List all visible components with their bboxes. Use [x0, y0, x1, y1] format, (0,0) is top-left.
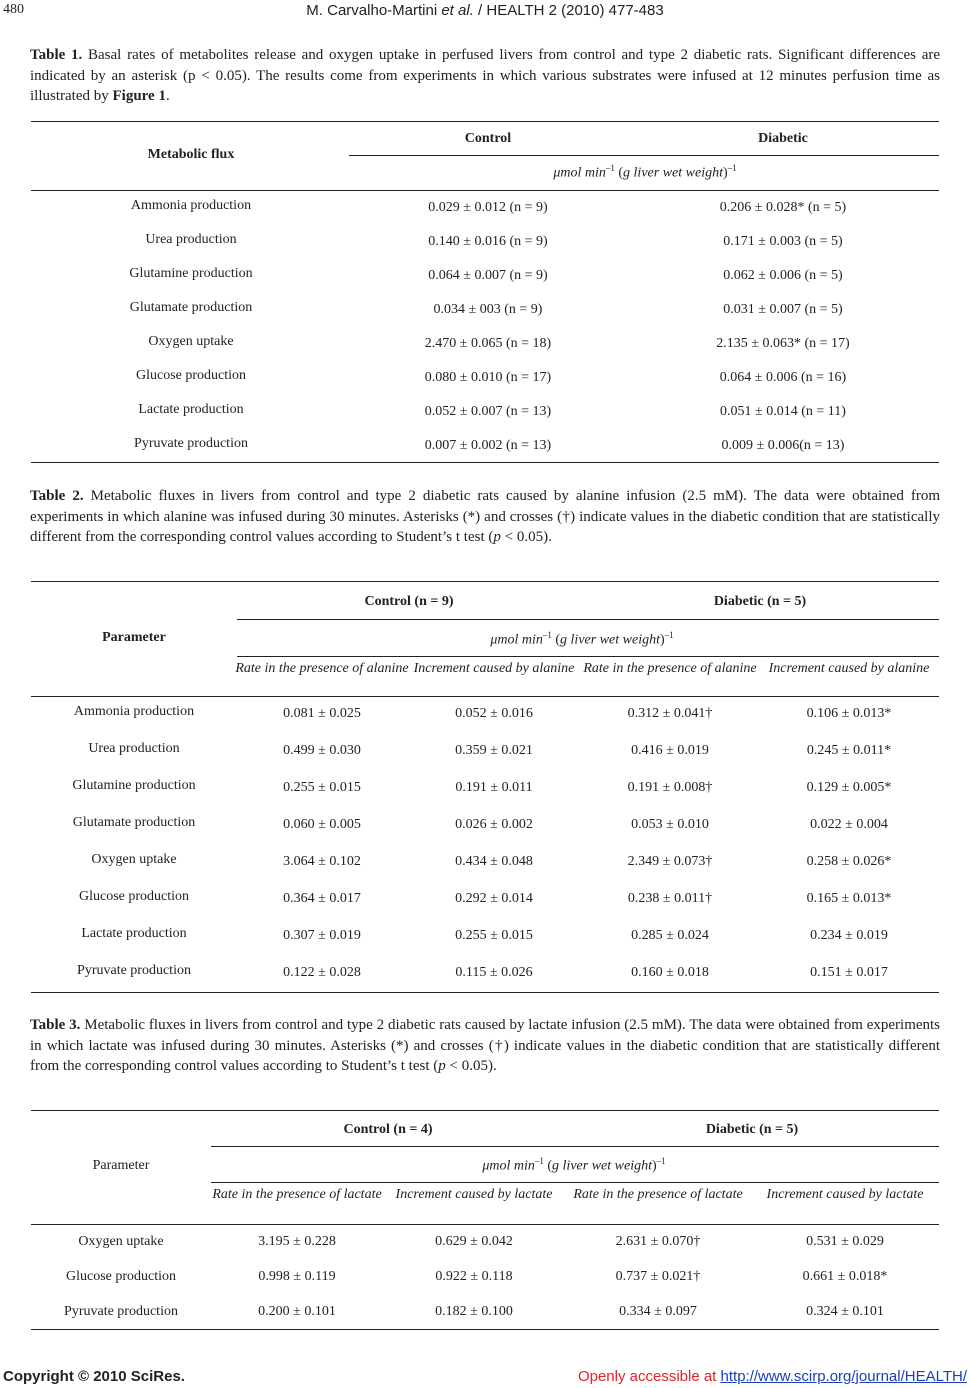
table2-cell-diabetic-rate: 2.349 ± 0.073† — [627, 854, 713, 869]
table2-bottom-rule — [31, 992, 939, 993]
table2-cell-diabetic-rate: 0.191 ± 0.008† — [627, 780, 713, 795]
table3-caption — [30, 1015, 940, 1077]
table1-caption-end: . — [165, 88, 170, 104]
table3-caption-label: Table 3. — [30, 1017, 81, 1033]
table3-unit-exp1: –1 — [534, 1156, 544, 1166]
table3-cell-diabetic-rate: 0.737 ± 0.021† — [615, 1269, 701, 1284]
table1-header-bottom-rule — [31, 190, 939, 191]
table2-unit-open: ( — [551, 632, 561, 648]
table2-cell-control-inc: 0.052 ± 0.016 — [455, 706, 533, 721]
table1-unit-g: g liver wet weight — [623, 165, 723, 181]
table3-cell-control-rate: 3.195 ± 0.228 — [258, 1234, 336, 1249]
table3-unit-g: g liver wet weight — [552, 1158, 652, 1174]
table3-caption-text: Metabolic fluxes in livers from control and type 2 diabetic rats caused by lactate infusion (2.5 mM). The data were obtained from experiments in which lactate was infused during 30 minutes. Asterisks (*) and crosses (†) indicate values in the diabetic condition that are statistically different from the corresponding control values according to Student’s t test ( — [30, 1017, 941, 1074]
table2-cell-diabetic-inc: 0.165 ± 0.013* — [806, 891, 892, 906]
table1-cell-control: 0.034 ± 003 (n = 9) — [433, 302, 543, 317]
table2-unit-main: μmol min — [490, 632, 543, 648]
table2-cell-diabetic-rate: 0.285 ± 0.024 — [631, 928, 709, 943]
table3-row-header: Parameter — [92, 1158, 150, 1173]
table2-top-rule — [31, 581, 939, 582]
table1-cell-diabetic: 0.051 ± 0.014 (n = 11) — [720, 404, 846, 419]
table2-cell-diabetic-inc: 0.129 ± 0.005* — [806, 780, 892, 795]
table2-row-label: Pyruvate production — [77, 963, 191, 978]
table1-cell-diabetic: 0.206 ± 0.028* (n = 5) — [719, 200, 847, 215]
table2-cell-control-rate: 0.364 ± 0.017 — [283, 891, 361, 906]
table1-row-label: Oxygen uptake — [148, 334, 234, 349]
table1-unit-exp1: –1 — [605, 163, 615, 173]
table3-cell-control-rate: 0.998 ± 0.119 — [258, 1269, 336, 1284]
table2-cell-diabetic-rate: 0.053 ± 0.010 — [631, 817, 709, 832]
table2-caption-label: Table 2. — [30, 488, 84, 504]
table1-caption — [30, 45, 940, 107]
table3-col-control: Control (n = 4) — [343, 1122, 433, 1137]
table3-unit — [482, 1156, 665, 1175]
table2-unit-close: ) — [659, 632, 665, 648]
table2-unit — [490, 630, 673, 649]
table3-bottom-rule — [31, 1329, 939, 1330]
table2-header-rule-1 — [237, 619, 939, 620]
table1-row-label: Glutamate production — [129, 300, 253, 315]
table1-header-rule — [349, 155, 939, 156]
table2-caption-p: p — [493, 529, 501, 545]
table2-unit-g: g liver wet weight — [560, 632, 660, 648]
table1-top-rule — [31, 121, 939, 122]
table2-cell-control-rate: 3.064 ± 0.102 — [283, 854, 361, 869]
table2-col-control: Control (n = 9) — [364, 594, 454, 609]
table3-cell-control-inc: 0.922 ± 0.118 — [435, 1269, 513, 1284]
table2-cell-control-rate: 0.081 ± 0.025 — [283, 706, 361, 721]
table1-caption-figure-ref[interactable]: Figure 1 — [112, 88, 166, 104]
table2-cell-diabetic-inc: 0.245 ± 0.011* — [806, 743, 892, 758]
table1-cell-control: 0.140 ± 0.016 (n = 9) — [428, 234, 548, 249]
table1-col-diabetic: Diabetic — [758, 131, 808, 146]
page-number: 480 — [3, 2, 24, 17]
table2-cell-control-rate: 0.307 ± 0.019 — [283, 928, 361, 943]
table1-cell-control: 0.007 ± 0.002 (n = 13) — [424, 438, 552, 453]
table2-caption-end: < 0.05). — [500, 529, 552, 545]
table3-cell-control-inc: 0.629 ± 0.042 — [435, 1234, 513, 1249]
footer-copyright: Copyright © 2010 SciRes. — [3, 1368, 185, 1385]
table3-cell-diabetic-rate: 0.334 ± 0.097 — [619, 1304, 697, 1319]
running-head-authors: M. Carvalho-Martini — [306, 2, 438, 19]
table2-cell-diabetic-rate: 0.160 ± 0.018 — [631, 965, 709, 980]
table1-cell-diabetic: 2.135 ± 0.063* (n = 17) — [716, 336, 850, 351]
table2-cell-control-rate: 0.122 ± 0.028 — [283, 965, 361, 980]
table2-cell-diabetic-inc: 0.106 ± 0.013* — [806, 706, 892, 721]
table2-row-label: Glutamate production — [72, 815, 196, 830]
table1-cell-diabetic: 0.009 ± 0.006(n = 13) — [721, 438, 845, 453]
table1-cell-control: 2.470 ± 0.065 (n = 18) — [424, 336, 552, 351]
table1-unit — [553, 163, 736, 182]
table3-col-diabetic: Diabetic (n = 5) — [705, 1122, 799, 1137]
table1-row-header: Metabolic flux — [147, 147, 235, 162]
table3-cell-control-inc: 0.182 ± 0.100 — [435, 1304, 513, 1319]
table2-row-label: Urea production — [88, 741, 180, 756]
footer-journal-link[interactable]: http://www.scirp.org/journal/HEALTH/ — [720, 1368, 967, 1385]
table1-cell-control: 0.029 ± 0.012 (n = 9) — [428, 200, 548, 215]
table3-row-label: Pyruvate production — [64, 1304, 178, 1319]
table3-cell-diabetic-inc: 0.531 ± 0.029 — [806, 1234, 884, 1249]
table3-sub-diabetic-inc: Increment caused by lactate — [766, 1187, 924, 1202]
table2-cell-control-rate: 0.060 ± 0.005 — [283, 817, 361, 832]
table2-unit-exp1: –1 — [542, 630, 552, 640]
running-head-journal: / HEALTH 2 (2010) 477-483 — [478, 2, 664, 19]
table1-unit-main: μmol min — [553, 165, 606, 181]
table1-cell-diabetic: 0.064 ± 0.006 (n = 16) — [719, 370, 847, 385]
table2-cell-diabetic-rate: 0.416 ± 0.019 — [631, 743, 709, 758]
table2-row-header: Parameter — [102, 630, 166, 645]
table2-cell-diabetic-inc: 0.258 ± 0.026* — [806, 854, 892, 869]
running-head-etal: et al. — [441, 2, 474, 19]
table2-cell-control-inc: 0.115 ± 0.026 — [455, 965, 533, 980]
table3-cell-diabetic-inc: 0.661 ± 0.018* — [802, 1269, 888, 1284]
table1-unit-close: ) — [722, 165, 728, 181]
table3-cell-diabetic-rate: 2.631 ± 0.070† — [615, 1234, 701, 1249]
table2-caption-text: Metabolic fluxes in livers from control and type 2 diabetic rats caused by alanine infusion (2.5 mM). The data were obtained from experiments in which alanine was infused during 30 minutes. Asterisks (*) and crosses (†) indicate values in the diabetic condition that are statistically different from the corresponding control values according to Student’s t test ( — [30, 488, 941, 545]
table2-cell-control-inc: 0.026 ± 0.002 — [455, 817, 533, 832]
table3-caption-p: p — [438, 1058, 446, 1074]
table2-row-label: Ammonia production — [73, 704, 195, 719]
table1-row-label: Urea production — [145, 232, 237, 247]
table2-row-label: Glutamine production — [72, 778, 196, 793]
table2-cell-diabetic-rate: 0.312 ± 0.041† — [627, 706, 713, 721]
table3-cell-diabetic-inc: 0.324 ± 0.101 — [806, 1304, 884, 1319]
table1-cell-diabetic: 0.031 ± 0.007 (n = 5) — [723, 302, 843, 317]
table2-row-label: Oxygen uptake — [91, 852, 177, 867]
table1-row-label: Ammonia production — [130, 198, 252, 213]
table3-cell-control-rate: 0.200 ± 0.101 — [258, 1304, 336, 1319]
table1-bottom-rule — [31, 462, 939, 463]
table2-cell-diabetic-rate: 0.238 ± 0.011† — [627, 891, 713, 906]
table3-unit-exp2: –1 — [656, 1156, 666, 1166]
table2-row-label: Glucose production — [78, 889, 190, 904]
table3-unit-main: μmol min — [482, 1158, 535, 1174]
table1-cell-control: 0.052 ± 0.007 (n = 13) — [424, 404, 552, 419]
table3-row-label: Oxygen uptake — [78, 1234, 164, 1249]
table2-row-label: Lactate production — [81, 926, 187, 941]
running-head — [0, 2, 970, 19]
table2-caption — [30, 486, 940, 548]
table1-cell-control: 0.064 ± 0.007 (n = 9) — [428, 268, 548, 283]
table1-row-label: Pyruvate production — [134, 436, 248, 451]
table2-cell-control-rate: 0.255 ± 0.015 — [283, 780, 361, 795]
table1-cell-diabetic: 0.171 ± 0.003 (n = 5) — [723, 234, 843, 249]
table2-sub-diabetic-rate: Rate in the presence of alanine — [583, 661, 757, 676]
table2-cell-diabetic-inc: 0.151 ± 0.017 — [810, 965, 888, 980]
table3-sub-diabetic-rate: Rate in the presence of lactate — [573, 1187, 743, 1202]
table3-header-bottom-rule — [31, 1224, 939, 1225]
table2-cell-control-inc: 0.292 ± 0.014 — [455, 891, 533, 906]
table2-unit-exp2: –1 — [664, 630, 674, 640]
table1-row-label: Glutamine production — [129, 266, 253, 281]
footer-access — [578, 1368, 967, 1385]
table1-row-label: Glucose production — [135, 368, 247, 383]
table2-sub-control-rate: Rate in the presence of alanine — [235, 661, 409, 676]
table2-cell-control-inc: 0.255 ± 0.015 — [455, 928, 533, 943]
table2-cell-control-inc: 0.359 ± 0.021 — [455, 743, 533, 758]
table3-caption-end: < 0.05). — [445, 1058, 497, 1074]
table1-caption-text: Basal rates of metabolites release and oxygen uptake in perfused livers from control and type 2 diabetic rats. Significant differences are indicated by an asterisk (p < 0.05). The results come from experiments in which various substrates were infused at 12 minutes perfusion time as illustrated by — [30, 47, 941, 104]
table2-cell-control-rate: 0.499 ± 0.030 — [283, 743, 361, 758]
table3-unit-open: ( — [543, 1158, 553, 1174]
table3-sub-control-rate: Rate in the presence of lactate — [212, 1187, 382, 1202]
table2-header-bottom-rule — [31, 696, 939, 697]
table2-cell-diabetic-inc: 0.022 ± 0.004 — [810, 817, 888, 832]
table3-row-label: Glucose production — [65, 1269, 177, 1284]
table2-header-rule-2 — [237, 656, 939, 657]
table1-unit-open: ( — [614, 165, 624, 181]
table3-unit-close: ) — [651, 1158, 657, 1174]
table1-cell-control: 0.080 ± 0.010 (n = 17) — [424, 370, 552, 385]
table3-header-rule-1 — [211, 1146, 939, 1147]
table1-unit-exp2: –1 — [727, 163, 737, 173]
footer-access-text: Openly accessible at — [577, 1368, 721, 1385]
table3-top-rule — [31, 1110, 939, 1111]
table3-header-rule-2 — [211, 1182, 939, 1183]
table1-cell-diabetic: 0.062 ± 0.006 (n = 5) — [723, 268, 843, 283]
table2-cell-control-inc: 0.191 ± 0.011 — [455, 780, 533, 795]
table3-sub-control-inc: Increment caused by lactate — [395, 1187, 553, 1202]
table1-row-label: Lactate production — [138, 402, 244, 417]
table2-col-diabetic: Diabetic (n = 5) — [713, 594, 807, 609]
table2-cell-control-inc: 0.434 ± 0.048 — [455, 854, 533, 869]
table1-caption-label: Table 1. — [30, 47, 83, 63]
table1-col-control: Control — [464, 131, 512, 146]
table2-cell-diabetic-inc: 0.234 ± 0.019 — [810, 928, 888, 943]
table2-sub-diabetic-inc: Increment caused by alanine — [768, 661, 930, 676]
table2-sub-control-inc: Increment caused by alanine — [413, 661, 575, 676]
